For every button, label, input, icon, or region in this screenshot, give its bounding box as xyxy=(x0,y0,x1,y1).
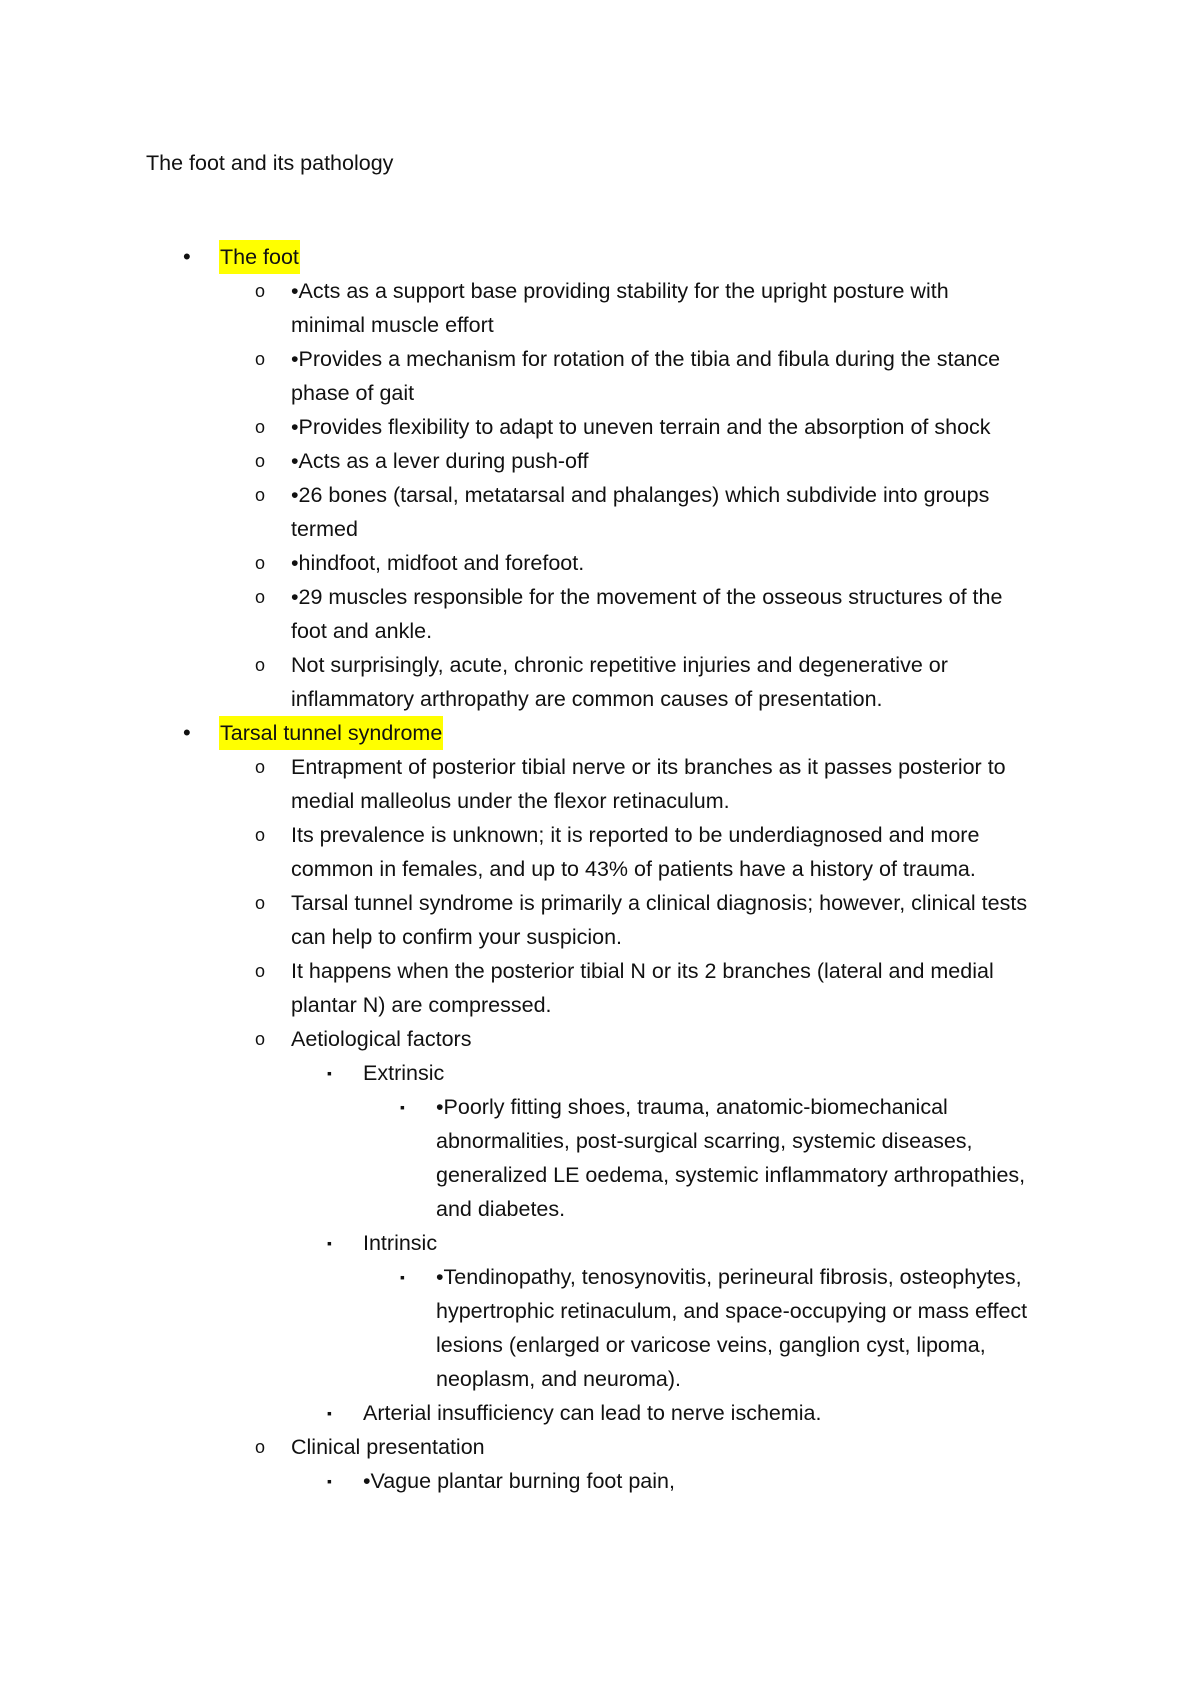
list-item xyxy=(0,342,1200,376)
intrinsic-detail: •Tendinopathy, tenosynovitis, perineural fibrosis, osteophytes, xyxy=(436,1265,1022,1289)
list-item-text: •26 bones (tarsal, metatarsal and phalanges) which subdivide into groups xyxy=(291,483,990,507)
section-heading: The foot xyxy=(219,240,300,274)
section-heading-line xyxy=(0,716,1200,750)
list-item xyxy=(0,546,1200,580)
circle-marker: o xyxy=(255,961,266,981)
circle-marker: o xyxy=(255,1437,266,1457)
list-item xyxy=(0,750,1200,784)
clinical-label: Clinical presentation xyxy=(291,1435,485,1459)
list-item xyxy=(0,818,1200,852)
list-item-continuation xyxy=(0,784,1200,818)
list-item-continuation xyxy=(0,308,1200,342)
circle-marker: o xyxy=(255,655,266,675)
arterial-note: Arterial insufficiency can lead to nerve ischemia. xyxy=(363,1401,822,1425)
outline-list xyxy=(0,240,1200,1498)
bullet-marker: • xyxy=(183,720,191,745)
list-item xyxy=(0,1430,1200,1464)
extrinsic-detail: and diabetes. xyxy=(436,1197,566,1221)
list-item-text: termed xyxy=(291,517,358,541)
circle-marker: o xyxy=(255,825,266,845)
circle-marker: o xyxy=(255,587,266,607)
intrinsic-label: Intrinsic xyxy=(363,1231,438,1255)
list-item-continuation xyxy=(0,376,1200,410)
aetiology-label: Aetiological factors xyxy=(291,1027,472,1051)
list-item-continuation xyxy=(0,988,1200,1022)
list-item-continuation xyxy=(0,852,1200,886)
circle-marker: o xyxy=(255,757,266,777)
square-marker: ▪ xyxy=(400,1099,405,1115)
list-item-continuation xyxy=(0,682,1200,716)
square-marker: ▪ xyxy=(327,1065,332,1081)
document-title: The foot and its pathology xyxy=(146,151,394,175)
circle-marker: o xyxy=(255,349,266,369)
list-item-text: common in females, and up to 43% of patients have a history of trauma. xyxy=(291,857,976,881)
list-item-text: •hindfoot, midfoot and forefoot. xyxy=(291,551,585,575)
circle-marker: o xyxy=(255,417,266,437)
list-item-text: inflammatory arthropathy are common causes of presentation. xyxy=(291,687,883,711)
extrinsic-label: Extrinsic xyxy=(363,1061,445,1085)
list-item-text: can help to confirm your suspicion. xyxy=(291,925,623,949)
list-item xyxy=(0,954,1200,988)
sub-sub-item-continuation xyxy=(0,1158,1200,1192)
list-item-text: phase of gait xyxy=(291,381,415,405)
list-item-text: It happens when the posterior tibial N or its 2 branches (lateral and medial xyxy=(291,959,994,983)
sub-sub-item-continuation xyxy=(0,1124,1200,1158)
section-heading-line xyxy=(0,240,1200,274)
list-item-text: Entrapment of posterior tibial nerve or its branches as it passes posterior to xyxy=(291,755,1006,779)
circle-marker: o xyxy=(255,281,266,301)
list-item xyxy=(0,478,1200,512)
sub-item xyxy=(0,1056,1200,1090)
list-item xyxy=(0,1022,1200,1056)
list-item-text: •Provides a mechanism for rotation of the tibia and fibula during the stance xyxy=(291,347,1001,371)
list-item xyxy=(0,274,1200,308)
square-marker: ▪ xyxy=(327,1235,332,1251)
list-item xyxy=(0,444,1200,478)
bullet-marker: • xyxy=(183,244,191,269)
list-item-text: minimal muscle effort xyxy=(291,313,494,337)
circle-marker: o xyxy=(255,485,266,505)
list-item-text: Tarsal tunnel syndrome is primarily a clinical diagnosis; however, clinical tests xyxy=(291,891,1028,915)
section-heading: Tarsal tunnel syndrome xyxy=(219,716,443,750)
intrinsic-detail: hypertrophic retinaculum, and space-occupying or mass effect xyxy=(436,1299,1028,1323)
sub-item xyxy=(0,1464,1200,1498)
extrinsic-detail: •Poorly fitting shoes, trauma, anatomic-biomechanical xyxy=(436,1095,948,1119)
list-item-text: medial malleolus under the flexor retinaculum. xyxy=(291,789,730,813)
sub-sub-item-continuation xyxy=(0,1294,1200,1328)
list-item xyxy=(0,648,1200,682)
list-item-text: Its prevalence is unknown; it is reported to be underdiagnosed and more xyxy=(291,823,980,847)
list-item-continuation xyxy=(0,920,1200,954)
sub-item xyxy=(0,1396,1200,1430)
sub-sub-item-continuation xyxy=(0,1362,1200,1396)
list-item-continuation xyxy=(0,614,1200,648)
list-item xyxy=(0,580,1200,614)
sub-sub-item-continuation xyxy=(0,1192,1200,1226)
circle-marker: o xyxy=(255,553,266,573)
sub-sub-item-continuation xyxy=(0,1328,1200,1362)
list-item xyxy=(0,410,1200,444)
list-item xyxy=(0,886,1200,920)
list-item-text: foot and ankle. xyxy=(291,619,433,643)
extrinsic-detail: abnormalities, post-surgical scarring, systemic diseases, xyxy=(436,1129,973,1153)
circle-marker: o xyxy=(255,451,266,471)
list-item-text: Not surprisingly, acute, chronic repetitive injuries and degenerative or xyxy=(291,653,948,677)
intrinsic-detail: neoplasm, and neuroma). xyxy=(436,1367,682,1391)
circle-marker: o xyxy=(255,893,266,913)
square-marker: ▪ xyxy=(327,1473,332,1489)
intrinsic-detail: lesions (enlarged or varicose veins, ganglion cyst, lipoma, xyxy=(436,1333,986,1357)
sub-item xyxy=(0,1226,1200,1260)
list-item-text: •Provides flexibility to adapt to uneven terrain and the absorption of shock xyxy=(291,415,991,439)
clinical-detail: •Vague plantar burning foot pain, xyxy=(363,1469,675,1493)
list-item-continuation xyxy=(0,512,1200,546)
list-item-text: •29 muscles responsible for the movement of the osseous structures of the xyxy=(291,585,1003,609)
list-item-text: •Acts as a lever during push-off xyxy=(291,449,589,473)
list-item-text: plantar N) are compressed. xyxy=(291,993,552,1017)
square-marker: ▪ xyxy=(327,1405,332,1421)
sub-sub-item xyxy=(0,1260,1200,1294)
sub-sub-item xyxy=(0,1090,1200,1124)
square-marker: ▪ xyxy=(400,1269,405,1285)
list-item-text: •Acts as a support base providing stability for the upright posture with xyxy=(291,279,949,303)
circle-marker: o xyxy=(255,1029,266,1049)
extrinsic-detail: generalized LE oedema, systemic inflammatory arthropathies, xyxy=(436,1163,1026,1187)
